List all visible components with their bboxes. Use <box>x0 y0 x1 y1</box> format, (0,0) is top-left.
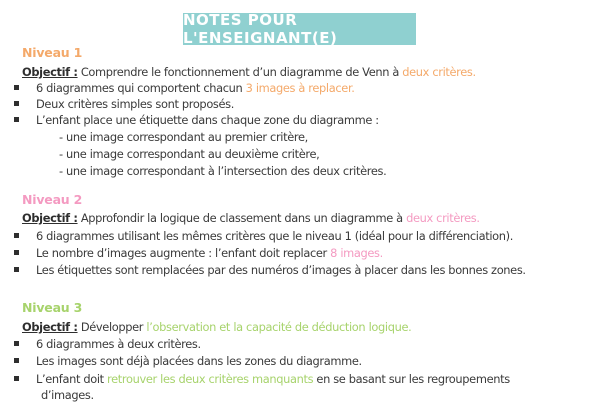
level-1-sub-item-3: - une image correspondant à l’intersection des deux critères. <box>59 164 387 178</box>
level-2-bullet-2: Le nombre d’images augmente : l’enfant doit replacer 8 images. <box>14 246 383 261</box>
highlight: deux critères. <box>402 65 476 79</box>
level-3-bullet-2: Les images sont déjà placées dans les zones du diagramme. <box>14 354 362 369</box>
bullet-square-icon <box>14 341 19 346</box>
level-3-bullet-3: L’enfant doit retrouver les deux critères manquants en se basant sur les regroupements <box>14 372 510 387</box>
bullet-square-icon <box>14 358 19 363</box>
level-3-objective: Objectif : Développer l’observation et la capacité de déduction logique. <box>22 320 412 334</box>
bullet-square-icon <box>14 267 19 272</box>
level-1-heading: Niveau 1 <box>22 45 83 60</box>
title-banner <box>183 13 416 45</box>
highlight: deux critères. <box>406 211 480 225</box>
bullet-square-icon <box>14 233 19 238</box>
bullet-square-icon <box>14 117 19 122</box>
level-1-objective: Objectif : Comprendre le fonctionnement d’un diagramme de Venn à deux critères. <box>22 65 476 79</box>
highlight: l’observation et la capacité de déduction logique. <box>146 320 412 334</box>
level-2-bullet-1: 6 diagrammes utilisant les mêmes critères que le niveau 1 (idéal pour la différenciation). <box>14 229 513 244</box>
level-2-heading: Niveau 2 <box>22 192 83 207</box>
highlight: retrouver les deux critères manquants <box>107 372 314 386</box>
level-2-bullet-3: Les étiquettes sont remplacées par des numéros d’images à placer dans les bonnes zones. <box>14 263 526 278</box>
level-1-sub-item-2: - une image correspondant au deuxième critère, <box>59 147 320 161</box>
objective-label: Objectif : <box>22 211 78 225</box>
highlight: 8 images. <box>330 246 383 260</box>
bullet-square-icon <box>14 250 19 255</box>
bullet-square-icon <box>14 101 19 106</box>
objective-label: Objectif : <box>22 65 78 79</box>
objective-label: Objectif : <box>22 320 78 334</box>
level-1-sub-item-1: - une image correspondant au premier critère, <box>59 130 308 144</box>
level-1-bullet-2: Deux critères simples sont proposés. <box>14 97 234 112</box>
bullet-square-icon <box>14 376 19 381</box>
page-title: NOTES POUR L'ENSEIGNANT(E) <box>183 11 338 47</box>
bullet-square-icon <box>14 85 19 90</box>
level-2-objective: Objectif : Approfondir la logique de classement dans un diagramme à deux critères. <box>22 211 480 225</box>
level-1-bullet-3: L’enfant place une étiquette dans chaque zone du diagramme : <box>14 113 379 128</box>
level-3-heading: Niveau 3 <box>22 300 83 315</box>
level-3-bullet-1: 6 diagrammes à deux critères. <box>14 337 201 352</box>
level-3-bullet-3-continuation: d’images. <box>41 388 94 402</box>
level-1-bullet-1: 6 diagrammes qui comportent chacun 3 images à replacer. <box>14 81 355 96</box>
highlight: 3 images à replacer. <box>245 81 355 95</box>
